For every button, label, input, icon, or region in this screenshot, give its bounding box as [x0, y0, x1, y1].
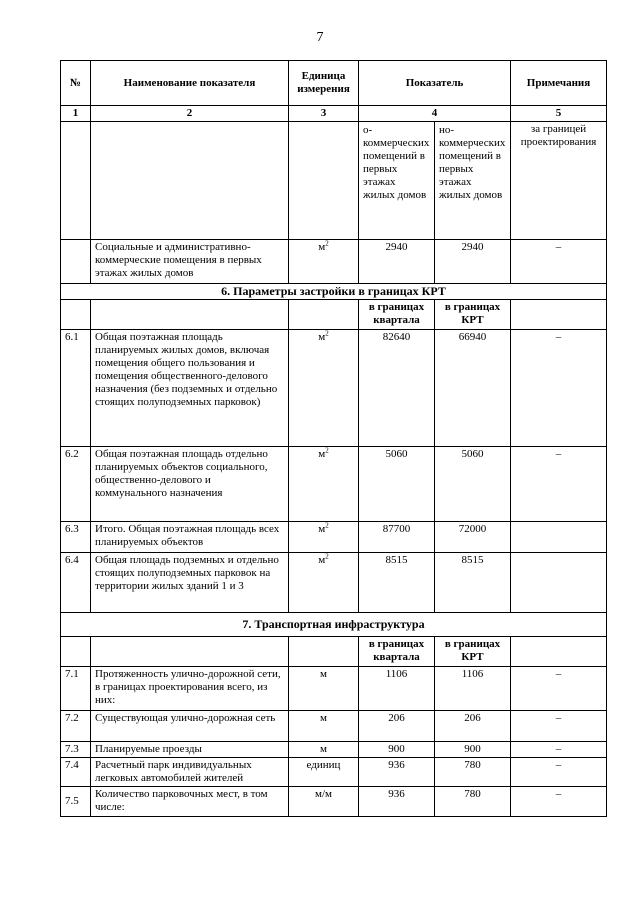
row-unit: м: [289, 667, 359, 711]
row-unit: $м^2$: [289, 522, 359, 553]
table-row: [61, 240, 607, 284]
row-no: 6.1: [61, 330, 91, 447]
section-subheader-row: [61, 300, 607, 330]
row-unit: $м^2$: [289, 330, 359, 447]
row-value-1: 936: [359, 758, 435, 787]
table-row: [61, 758, 607, 787]
row-name: Протяженность улично-дорожной сети, в границах проектирования всего, из них:: [91, 667, 289, 711]
table-row: [61, 330, 607, 447]
row-no: 6.2: [61, 447, 91, 522]
section-7-title: 7. Транспортная инфраструктура: [61, 613, 607, 637]
row-value-1: 8515: [359, 553, 435, 613]
row-unit: м: [289, 711, 359, 742]
row-unit: $м^2$: [289, 240, 359, 284]
section-7-sub-b: в границах КРТ: [435, 637, 511, 667]
row-value-2: 1106: [435, 667, 511, 711]
row-unit: м: [289, 742, 359, 758]
column-number-row: [61, 106, 607, 122]
row-value-1: 87700: [359, 522, 435, 553]
table-row: [61, 742, 607, 758]
row-name: Существующая улично-дорожная сеть: [91, 711, 289, 742]
table-row: [61, 122, 607, 240]
table-row: [61, 447, 607, 522]
row-value-2: 72000: [435, 522, 511, 553]
row-name: Расчетный парк индивидуальных легковых автомобилей жителей: [91, 758, 289, 787]
row-no: 7.2: [61, 711, 91, 742]
table-header-row: [61, 61, 607, 106]
row-name: Социальные и административно-коммерческие помещения в первых этажах жилых домов: [91, 240, 289, 284]
section-title-row: [61, 284, 607, 300]
row-name: Общая площадь подземных и отдельно стоящих полуподземных парковок на территории жилых зданий 1 и 3: [91, 553, 289, 613]
row-note: –: [511, 447, 607, 522]
row-value-2: 2940: [435, 240, 511, 284]
row-unit: м/м: [289, 787, 359, 817]
row-note: –: [511, 711, 607, 742]
row-name: Итого. Общая поэтажная площадь всех планируемых объектов: [91, 522, 289, 553]
section-7-sub-a: в границах квартала: [359, 637, 435, 667]
row-note: [511, 522, 607, 553]
row-value-2: 5060: [435, 447, 511, 522]
row-note: –: [511, 758, 607, 787]
row-note: –: [511, 667, 607, 711]
row-note: –: [511, 787, 607, 817]
section-subheader-row: [61, 637, 607, 667]
header-note: Примечания: [511, 61, 607, 106]
section-6-title: 6. Параметры застройки в границах КРТ: [61, 284, 607, 300]
col-num-3: 3: [289, 106, 359, 122]
row-unit: $м^2$: [289, 447, 359, 522]
header-value: Показатель: [359, 61, 511, 106]
col-num-1: 1: [61, 106, 91, 122]
row-no: 7.3: [61, 742, 91, 758]
row-note: [511, 553, 607, 613]
row-value-1: 206: [359, 711, 435, 742]
row-no: 7.5: [61, 787, 91, 817]
row-note: –: [511, 330, 607, 447]
col-num-2: 2: [91, 106, 289, 122]
row-note: –: [511, 742, 607, 758]
row-value-1: 936: [359, 787, 435, 817]
header-name: Наименование показателя: [91, 61, 289, 106]
header-no: №: [61, 61, 91, 106]
row-value-1: 5060: [359, 447, 435, 522]
row-no: 7.1: [61, 667, 91, 711]
row-value-1: 82640: [359, 330, 435, 447]
table-row: [61, 522, 607, 553]
row-unit: единиц: [289, 758, 359, 787]
section-6-sub-b: в границах КРТ: [435, 300, 511, 330]
col-num-5: 5: [511, 106, 607, 122]
row-value-2: 8515: [435, 553, 511, 613]
row-name: Общая поэтажная площадь планируемых жилых домов, включая помещения общего пользования и помещения общественного-делового назначения (без подземных и отдельно стоящих полуподземных парковок): [91, 330, 289, 447]
row-value-1: 2940: [359, 240, 435, 284]
sub-header-note: за границей проектирования: [511, 122, 607, 240]
indicators-table: [60, 60, 607, 817]
row-unit: $м^2$: [289, 553, 359, 613]
row-no: 6.4: [61, 553, 91, 613]
sub-header-b: но-коммерческих помещений в первых этажах жилых домов: [435, 122, 511, 240]
row-value-2: 900: [435, 742, 511, 758]
row-value-2: 66940: [435, 330, 511, 447]
table-row: [61, 667, 607, 711]
row-no: 7.4: [61, 758, 91, 787]
table-row: [61, 553, 607, 613]
sub-header-a: о-коммерческих помещений в первых этажах жилых домов: [359, 122, 435, 240]
row-note: –: [511, 240, 607, 284]
table-row: [61, 787, 607, 817]
header-unit: Единица измерения: [289, 61, 359, 106]
col-num-4: 4: [359, 106, 511, 122]
row-name: Планируемые проезды: [91, 742, 289, 758]
row-value-2: 780: [435, 787, 511, 817]
row-no: 6.3: [61, 522, 91, 553]
page-number: 7: [316, 30, 324, 45]
section-6-sub-a: в границах квартала: [359, 300, 435, 330]
row-value-2: 206: [435, 711, 511, 742]
section-title-row: [61, 613, 607, 637]
row-name: Общая поэтажная площадь отдельно планируемых объектов социального, общественно-делового и коммунального назначения: [91, 447, 289, 522]
row-value-2: 780: [435, 758, 511, 787]
row-name: Количество парковочных мест, в том числе:: [91, 787, 289, 817]
row-value-1: 1106: [359, 667, 435, 711]
row-value-1: 900: [359, 742, 435, 758]
table-row: [61, 711, 607, 742]
